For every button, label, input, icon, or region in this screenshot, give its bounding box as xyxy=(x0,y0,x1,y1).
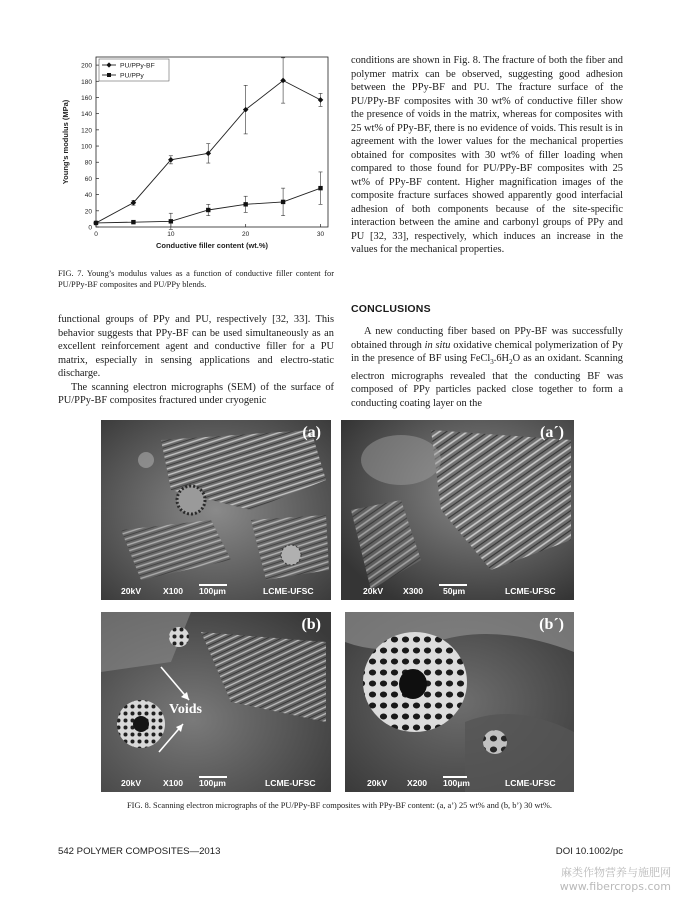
sem-lab-label: LCME-UFSC xyxy=(265,778,316,788)
watermark-line2: www.fibercrops.com xyxy=(559,880,671,893)
y-tick-label: 180 xyxy=(81,78,92,86)
y-tick-label: 100 xyxy=(81,143,92,151)
y-tick-label: 160 xyxy=(81,94,92,102)
x-axis-label: Conductive filler content (wt.%) xyxy=(155,241,269,250)
section-heading-conclusions: CONCLUSIONS xyxy=(351,303,431,315)
y-tick-label: 0 xyxy=(88,224,92,232)
data-point xyxy=(131,220,135,224)
legend-label: PU/PPy-BF xyxy=(120,62,155,70)
panel-label: (b´) xyxy=(539,616,564,633)
voids-annotation: Voids xyxy=(169,702,202,717)
data-point xyxy=(94,221,98,225)
scale-bar xyxy=(199,776,227,778)
y-tick-label: 80 xyxy=(84,159,92,167)
fig7-chart xyxy=(58,52,338,257)
sem-voltage: 20kV xyxy=(121,778,142,788)
sem-image xyxy=(341,420,574,600)
panel-label: (a) xyxy=(302,424,321,441)
data-point xyxy=(243,202,247,206)
x-tick-label: 10 xyxy=(167,231,175,238)
sem-image xyxy=(101,420,331,600)
paragraph: conditions are shown in Fig. 8. The fracture of both the fiber and polymer matrix can be observed, suggesting good adhesion between the PPy-BF and PU. The fracture surface of the PU/PPy-BF composites with 30 wt% of conductive filler show the presence of voids in the matrix, whereas for composites with 25 wt% of PPy-BF, there is no evidence of voids. This result is in agreement with the lower values for the mechanical properties obtained for composites with 30 wt% of filler loading when compared to those found for PU/PPy-BF composites with 25 wt% of PPy-BF content. Higher magnification images of the composite fracture surfaces showed apparently good interfacial adhesion of both components because of the site-specific interaction between the amine and carbonyl groups of PPy and PU [32, 33], respectively, which induces an increase in the values for the mechanical properties. xyxy=(351,55,623,255)
sem-magnification: X200 xyxy=(407,778,428,788)
sem-panel-b xyxy=(101,612,331,792)
watermark-line1: 麻类作物营养与施肥网 xyxy=(561,866,671,879)
sem-magnification: X100 xyxy=(163,778,184,788)
paragraph: The scanning electron micrographs (SEM) of the surface of PU/PPy-BF composites fractured under cryogenic xyxy=(58,381,334,406)
sem-scale-label: 100µm xyxy=(199,778,226,788)
scale-bar xyxy=(443,776,467,778)
sem-voltage: 20kV xyxy=(363,586,384,596)
data-point xyxy=(169,219,173,223)
sem-scale-label: 100µm xyxy=(443,778,470,788)
voids-arrows xyxy=(101,612,331,792)
y-tick-label: 140 xyxy=(81,111,92,119)
data-point xyxy=(318,97,324,103)
young-modulus-chart xyxy=(58,52,338,257)
data-point xyxy=(281,200,285,204)
legend-marker xyxy=(107,73,111,77)
paragraph: A new conducting fiber based on PPy-BF was successfully obtained through in situ oxidative chemical polymerization of Py in the presence of BF using $FeCl_3.6H_2O$ as an oxidant. Scanning electron micrographs revealed that the conducting BF was composed of PPy particles packed close together to form a conducting coating layer on the xyxy=(351,326,623,409)
sem-lab-label: LCME-UFSC xyxy=(505,586,556,596)
watermark xyxy=(560,866,671,894)
footer-journal: 542 POLYMER COMPOSITES—2013 xyxy=(58,846,221,857)
sem-lab-label: LCME-UFSC xyxy=(263,586,314,596)
scale-bar xyxy=(199,584,227,586)
sem-scale-label: 100µm xyxy=(199,586,226,596)
y-axis-label: Young's modulus (MPa) xyxy=(61,99,70,185)
y-tick-label: 120 xyxy=(81,127,92,135)
sem-magnification: X100 xyxy=(163,586,184,596)
sem-panel-a xyxy=(101,420,331,600)
legend-marker xyxy=(106,62,111,67)
panel-label: (a´) xyxy=(540,424,564,441)
x-tick-label: 20 xyxy=(242,231,250,238)
panel-label: (b) xyxy=(301,616,321,633)
x-tick-label: 30 xyxy=(316,231,325,238)
sem-image xyxy=(345,612,574,792)
sem-voltage: 20kV xyxy=(121,586,142,596)
x-tick-label: 0 xyxy=(94,231,98,238)
legend-label: PU/PPy xyxy=(120,72,144,80)
sem-voltage: 20kV xyxy=(367,778,388,788)
y-tick-label: 60 xyxy=(84,175,92,183)
data-point xyxy=(206,208,210,212)
left-column-text xyxy=(58,313,334,408)
paragraph: functional groups of PPy and PU, respectively [32, 33]. This behavior suggests that PPy-BF can be used simultaneously as an excellent reinforcement agent and conductive filler for a PU matrix, especially in sensing applications and electro-static discharge. xyxy=(58,314,334,379)
y-tick-label: 20 xyxy=(84,208,92,216)
plot-frame xyxy=(96,57,328,227)
fig7-caption: FIG. 7. Young’s modulus values as a function of conductive filler content for PU/PPy-BF composites and PU/PPy blends. xyxy=(58,269,334,289)
right-column-text xyxy=(351,54,623,257)
sem-panel-b-prime xyxy=(345,612,574,792)
footer-doi: DOI 10.1002/pc xyxy=(555,846,623,857)
sem-lab-label: LCME-UFSC xyxy=(505,778,556,788)
fig8-caption: FIG. 8. Scanning electron micrographs of the PU/PPy-BF composites with PPy-BF content: (a, a’) 25 wt% and (b, b’) 30 wt%. xyxy=(127,801,552,810)
data-point xyxy=(318,186,322,190)
y-tick-label: 200 xyxy=(81,62,92,70)
conclusions-text xyxy=(351,325,623,410)
sem-scale-label: 50µm xyxy=(443,586,466,596)
scale-bar xyxy=(439,584,467,586)
sem-panel-a-prime xyxy=(341,420,574,600)
sem-magnification: X300 xyxy=(403,586,424,596)
y-tick-label: 40 xyxy=(84,192,92,200)
